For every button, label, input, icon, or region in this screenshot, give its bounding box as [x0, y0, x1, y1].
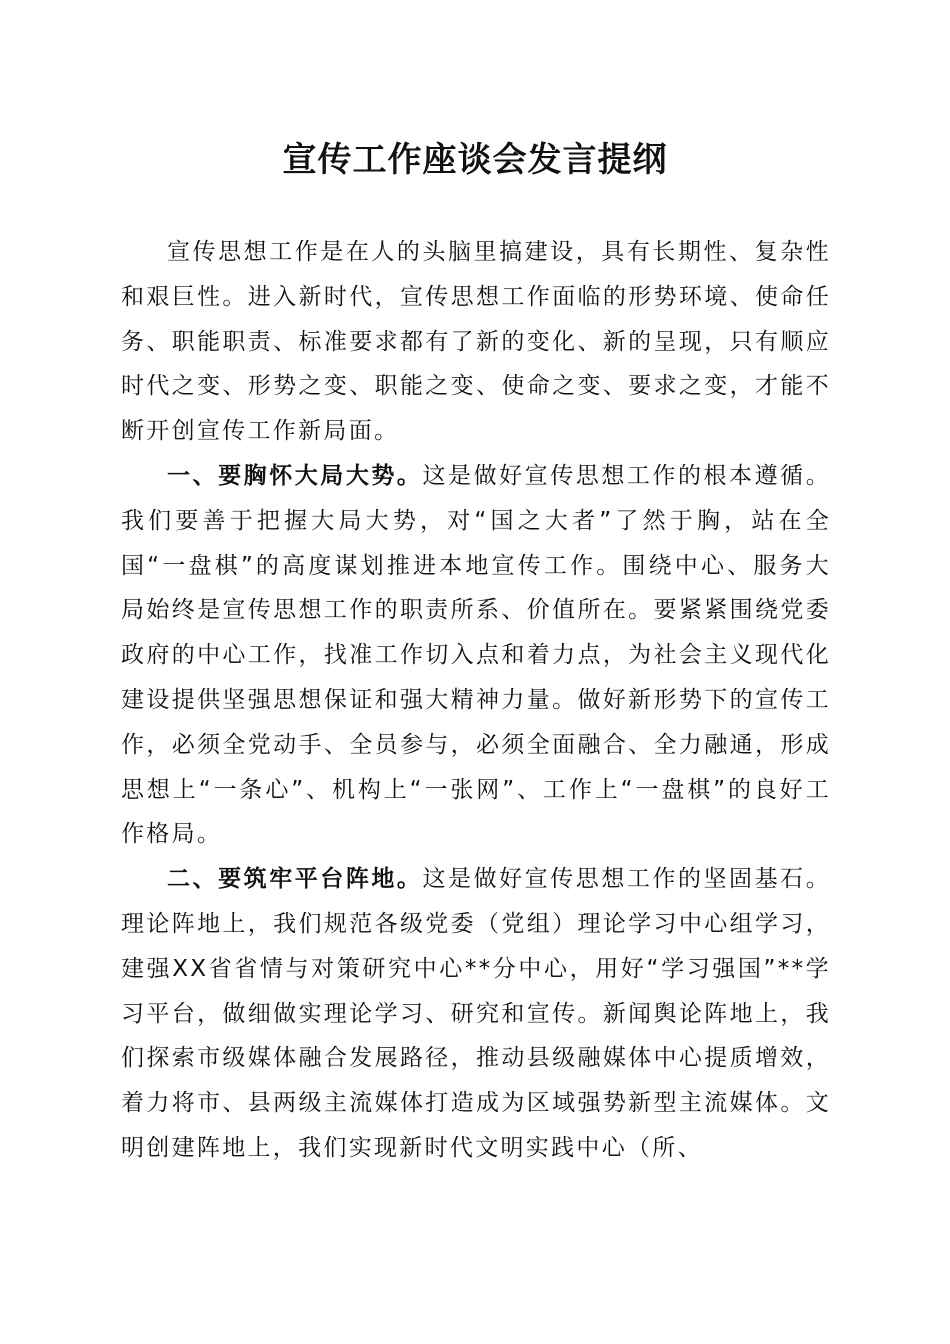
section-two-paragraph [121, 857, 831, 1171]
section-heading: 二、要筑牢平台阵地。 [167, 866, 423, 893]
section-heading: 一、要胸怀大局大势。 [167, 462, 423, 489]
paragraph-text: 宣传思想工作是在人的头脑里搞建设，具有长期性、复杂性和艰巨性。进入新时代，宣传思想工作面临的形势环境、使命任务、职能职责、标准要求都有了新的变化、新的呈现，只有顺应时代之变、形势之变、职能之变、使命之变、要求之变，才能不断开创宣传工作新局面。 [121, 239, 831, 445]
paragraph-text: 这是做好宣传思想工作的坚固基石。理论阵地上，我们规范各级党委（党组）理论学习中心组学习，建强XX省省情与对策研究中心**分中心，用好“学习强国”**学习平台，做细做实理论学习、研究和宣传。新闻舆论阵地上，我们探索市级媒体融合发展路径，推动县级融媒体中心提质增效，着力将市、县两级主流媒体打造成为区域强势新型主流媒体。文明创建阵地上，我们实现新时代文明实践中心（所、 [121, 866, 831, 1161]
paragraph-text: 这是做好宣传思想工作的根本遵循。我们要善于把握大局大势，对“国之大者”了然于胸，站在全国“一盘棋”的高度谋划推进本地宣传工作。围绕中心、服务大局始终是宣传思想工作的职责所系、价值所在。要紧紧围绕党委政府的中心工作，找准工作切入点和着力点，为社会主义现代化建设提供坚强思想保证和强大精神力量。做好新形势下的宣传工作，必须全党动手、全员参与，必须全面融合、全力融通，形成思想上“一条心”、机构上“一张网”、工作上“一盘棋”的良好工作格局。 [121, 462, 831, 848]
section-one-paragraph [121, 454, 831, 857]
intro-paragraph [121, 230, 831, 454]
document-body [121, 230, 831, 1171]
document-title: 宣传工作座谈会发言提纲 [282, 140, 668, 180]
